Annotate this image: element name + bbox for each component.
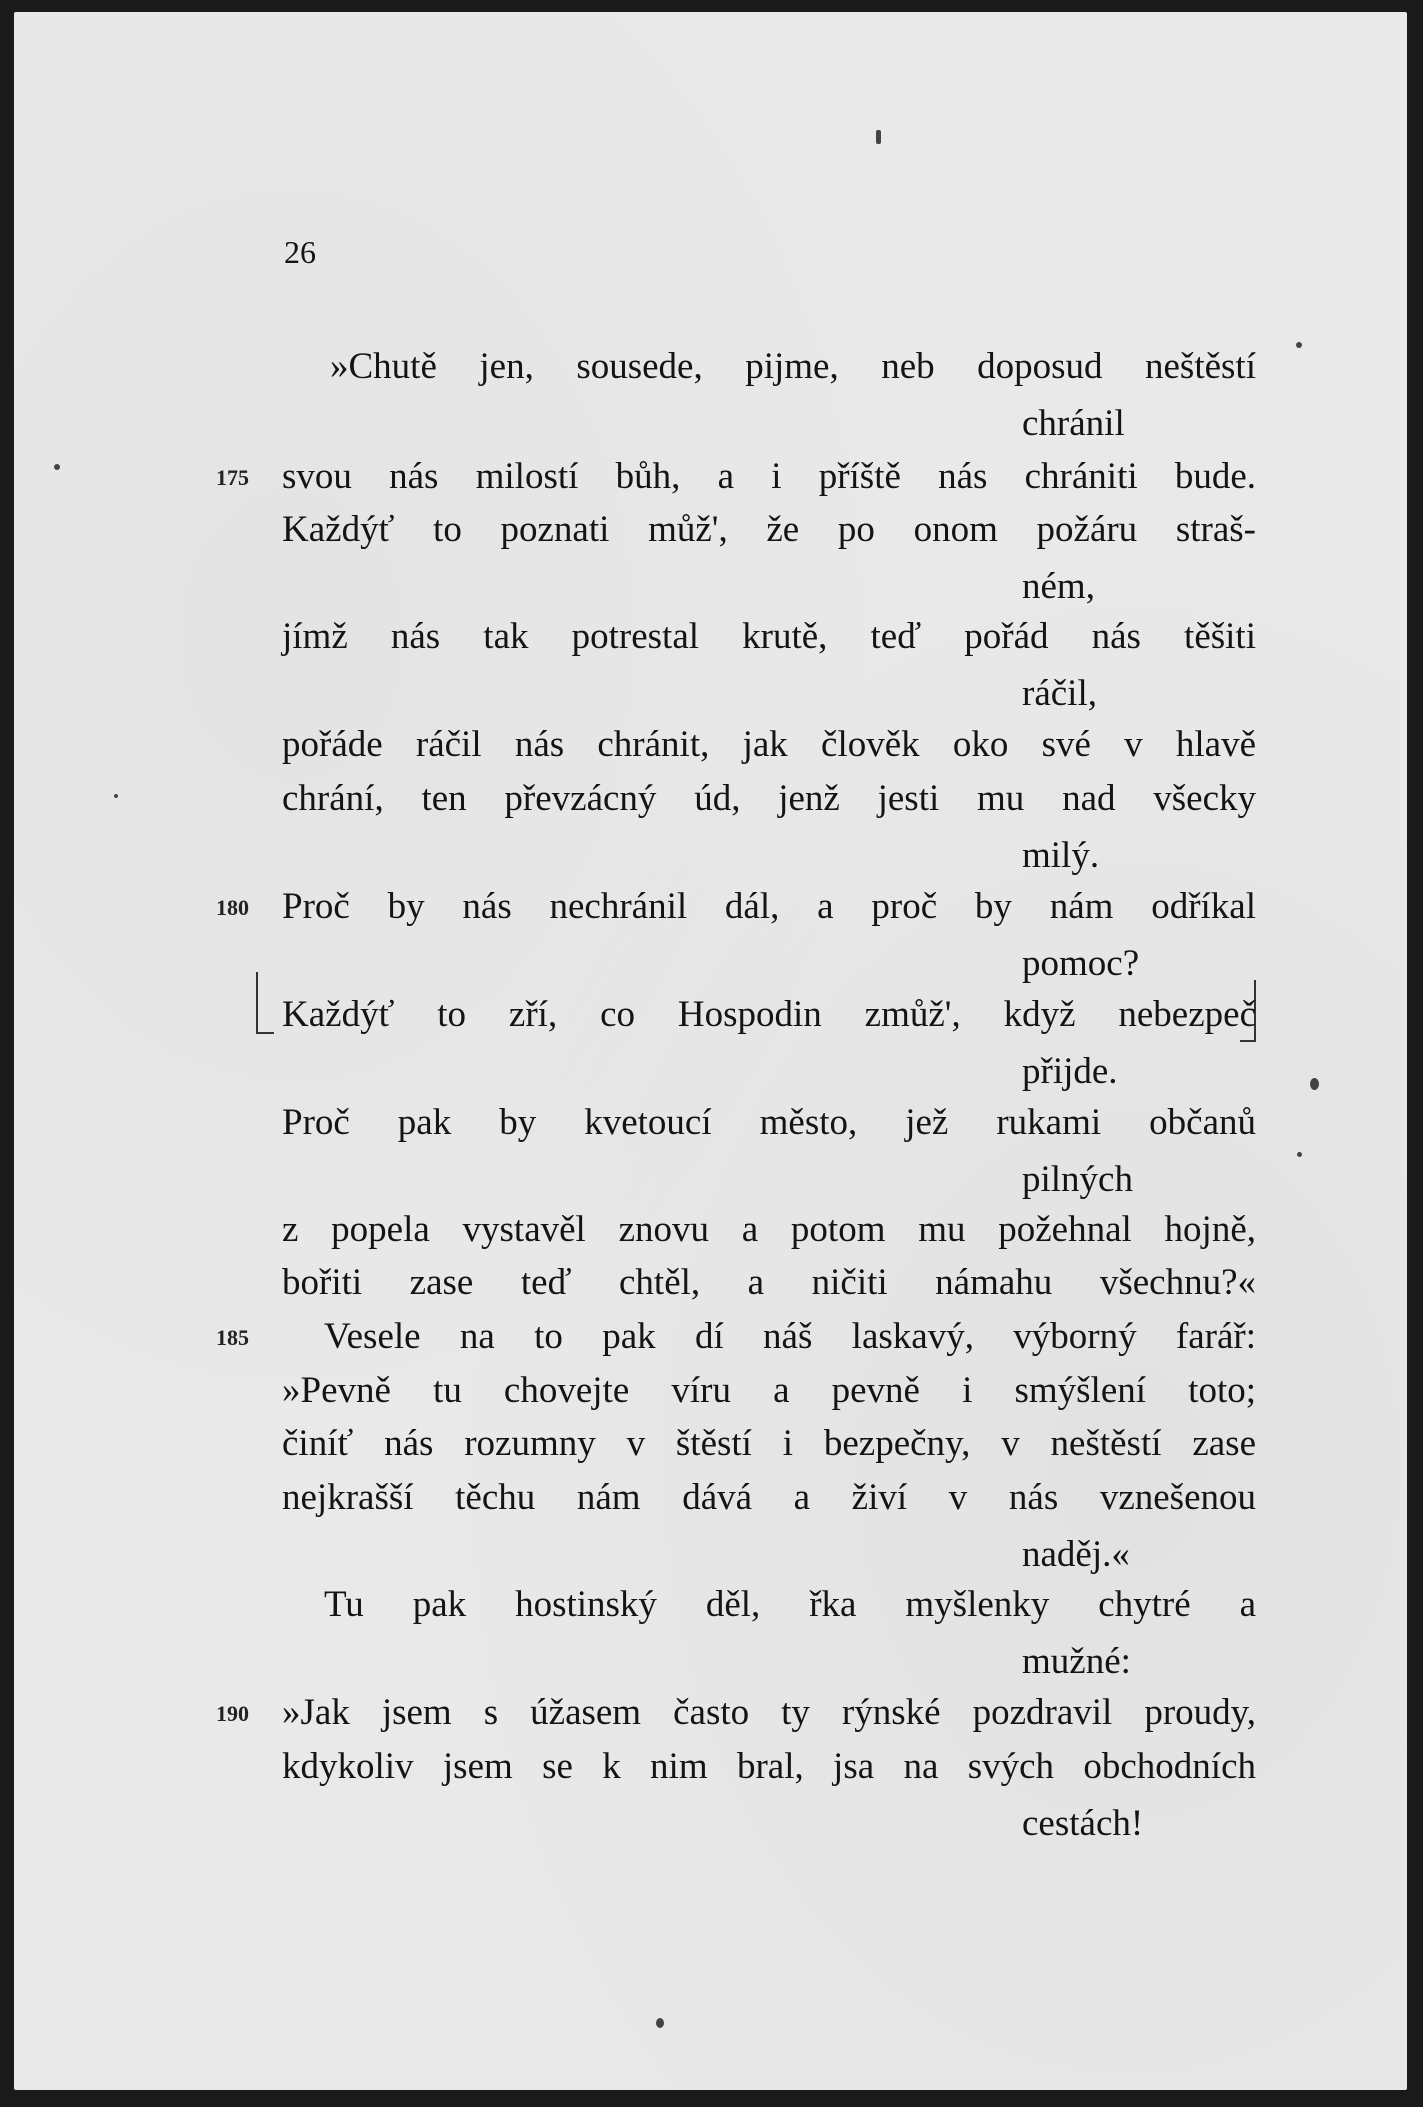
verse-turnover-16: mužné: — [1022, 1641, 1131, 1682]
scan-speck — [1297, 1152, 1302, 1157]
scan-speck — [1310, 1078, 1319, 1090]
verse-turnover-6: milý. — [1022, 835, 1100, 876]
line-number-190: 190 — [216, 1701, 249, 1726]
verse-line-18: kdykoliv jsem se k nim bral, jsa na svých obchodních — [282, 1746, 1256, 1787]
verse-line-7: Proč by nás nechránil dál, a proč by nám odříkal — [282, 886, 1256, 927]
verse-turnover-1: chránil — [1022, 403, 1125, 444]
verse-turnover-15: naděj.« — [1022, 1534, 1130, 1575]
verse-turnover-3: ném, — [1022, 566, 1095, 607]
left-bracket — [256, 972, 274, 1034]
verse-line-8: Každýť to zří, co Hospodin zmůž', když nebezpeč — [282, 994, 1256, 1035]
scan-speck — [54, 464, 60, 470]
verse-line-5: pořáde ráčil nás chránit, jak člověk oko své v hlavě — [282, 724, 1256, 765]
verse-line-4: jímž nás tak potrestal krutě, teď pořád nás těšiti — [282, 616, 1256, 657]
scan-speck — [1296, 342, 1302, 348]
verse-turnover-7: pomoc? — [1022, 943, 1140, 984]
verse-line-2: svou nás milostí bůh, a i příště nás chrániti bude. — [282, 456, 1256, 497]
scan-speck — [876, 130, 881, 144]
verse-line-11: bořiti zase teď chtěl, a ničiti námahu všechnu?« — [282, 1262, 1256, 1303]
scan-speck — [114, 794, 118, 798]
scan-speck — [656, 2018, 664, 2028]
verse-line-1: »Chutě jen, sousede, pijme, neb doposud neštěstí — [330, 346, 1256, 387]
line-number-180: 180 — [216, 895, 249, 920]
page-number: 26 — [284, 234, 316, 270]
verse-turnover-8: přijde. — [1022, 1051, 1118, 1092]
line-number-175: 175 — [216, 465, 249, 490]
verse-turnover-4: ráčil, — [1022, 673, 1097, 714]
verse-line-12: Vesele na to pak dí náš laskavý, výborný farář: — [324, 1316, 1256, 1357]
verse-turnover-9: pilných — [1022, 1159, 1133, 1200]
verse-line-3: Každýť to poznati můž', že po onom požáru straš- — [282, 509, 1256, 550]
verse-turnover-18: cestách! — [1022, 1803, 1144, 1844]
verse-line-6: chrání, ten převzácný úd, jenž jesti mu nad všecky — [282, 778, 1256, 819]
verse-line-14: činíť nás rozumny v štěstí i bezpečny, v neštěstí zase — [282, 1423, 1256, 1464]
verse-line-15: nejkrašší těchu nám dává a živí v nás vznešenou — [282, 1477, 1256, 1518]
verse-line-9: Proč pak by kvetoucí město, jež rukami občanů — [282, 1102, 1256, 1143]
verse-line-17: »Jak jsem s úžasem často ty rýnské pozdravil proudy, — [282, 1692, 1256, 1733]
verse-line-13: »Pevně tu chovejte víru a pevně i smýšlení toto; — [282, 1370, 1256, 1411]
paper-sheet — [14, 12, 1407, 2090]
verse-line-10: z popela vystavěl znovu a potom mu požehnal hojně, — [282, 1209, 1256, 1250]
verse-line-16: Tu pak hostinský děl, řka myšlenky chytré a — [324, 1584, 1256, 1625]
line-number-185: 185 — [216, 1325, 249, 1350]
